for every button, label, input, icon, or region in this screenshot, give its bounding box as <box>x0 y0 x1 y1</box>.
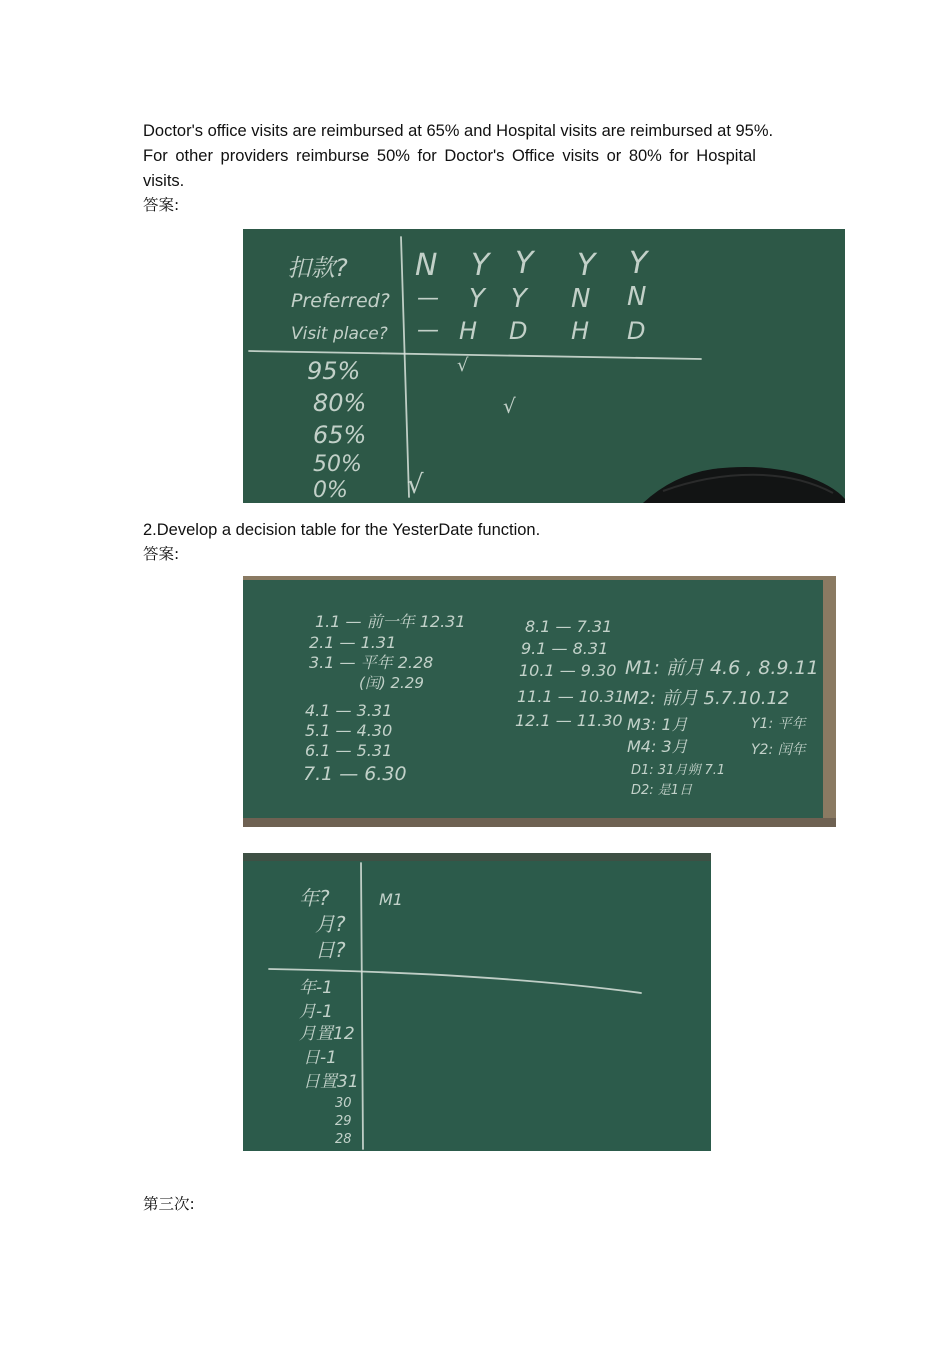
board1-cond-3: Visit place? <box>291 324 388 344</box>
board2-right-5: 12.1 — 11.30 <box>515 711 623 730</box>
board1-action-2: 80% <box>313 389 367 417</box>
board1-action-3: 65% <box>313 421 367 449</box>
board2-left-8: 7.1 — 6.30 <box>303 763 407 785</box>
board3-cond-3: 日? <box>315 938 346 962</box>
board1-col4-r3: H <box>571 317 590 345</box>
board2-note-m3: M3: 1月 <box>627 715 688 734</box>
board1-col2-r2: Y <box>469 284 485 314</box>
board1-col4-r1: Y <box>577 248 596 283</box>
board3-cond-2: 月? <box>315 912 346 936</box>
board3-action-8: 28 <box>335 1132 352 1147</box>
board1-action-5: 0% <box>313 478 348 503</box>
question-2: 2.Develop a decision table for the YesterDate function. <box>143 521 541 539</box>
board3-first-col: M1 <box>379 890 403 909</box>
board3-action-2: 月-1 <box>299 1002 333 1022</box>
answer-label-2: 答案: <box>143 545 180 563</box>
board1-col3-r1: Y <box>515 246 534 281</box>
board2-note-d2: D2: 是1日 <box>631 783 693 798</box>
board1-col1-r2: — <box>417 286 439 311</box>
board2-right-1: 8.1 — 7.31 <box>525 617 613 636</box>
board2-left-7: 6.1 — 5.31 <box>305 741 393 760</box>
intro-line-1: Doctor's office visits are reimbursed at 65% and Hospital visits are reimbursed at 95%. <box>143 122 774 140</box>
board2-note-y2: Y2: 闰年 <box>751 742 806 758</box>
board1-check-80: √ <box>503 394 516 418</box>
board3-action-6: 30 <box>335 1096 352 1111</box>
board1-col3-r2: Y <box>511 284 527 314</box>
board3-action-3: 月置12 <box>299 1024 355 1044</box>
board2-left-5: 4.1 — 3.31 <box>305 701 393 720</box>
board3-action-5: 日置31 <box>303 1072 359 1092</box>
board2-right-4: 11.1 — 10.31 <box>517 687 625 706</box>
chalkboard-3-drawing <box>243 853 711 1151</box>
board1-action-1: 95% <box>307 357 361 385</box>
chalkboard-photo-2 <box>243 576 836 827</box>
board2-left-4: (闰) 2.29 <box>359 674 424 692</box>
board2-left-1: 1.1 — 前一年 12.31 <box>315 612 466 631</box>
chalkboard-2-drawing <box>243 576 836 827</box>
board1-col5-r1: Y <box>629 246 648 281</box>
board3-action-4: 日-1 <box>303 1048 337 1068</box>
board1-check-0: √ <box>407 470 424 500</box>
chalkboard-photo-1 <box>243 229 845 503</box>
board2-left-6: 5.1 — 4.30 <box>305 721 393 740</box>
intro-line-2: For other providers reimburse 50% for Doctor's Office visits or 80% for Hospital <box>143 147 756 165</box>
board2-note-m1: M1: 前月 4.6 , 8.9.11 <box>625 657 819 679</box>
board1-col4-r2: N <box>571 284 591 314</box>
board2-note-d1: D1: 31月朔 7.1 <box>631 763 726 778</box>
board3-action-1: 年-1 <box>299 978 333 998</box>
board1-col5-r2: N <box>627 282 647 312</box>
board1-action-4: 50% <box>313 452 362 477</box>
board2-right-2: 9.1 — 8.31 <box>521 639 609 658</box>
board2-left-3: 3.1 — 平年 2.28 <box>309 653 434 672</box>
board1-cond-2: Preferred? <box>291 290 390 312</box>
board1-col3-r3: D <box>509 317 528 345</box>
board1-col2-r1: Y <box>471 248 490 283</box>
chalkboard-photo-3 <box>243 853 711 1151</box>
intro-line-3: visits. <box>143 172 185 190</box>
board3-action-7: 29 <box>335 1114 352 1129</box>
board2-right-3: 10.1 — 9.30 <box>519 661 617 680</box>
board2-left-2: 2.1 — 1.31 <box>309 633 397 652</box>
board1-check-95: √ <box>457 355 469 376</box>
board2-note-y1: Y1: 平年 <box>751 716 806 732</box>
footer-label: 第三次: <box>143 1195 195 1213</box>
board1-col1-r3: — <box>417 318 439 343</box>
board1-col1-r1: N <box>415 248 438 283</box>
answer-label-1: 答案: <box>143 196 180 214</box>
board1-col2-r3: H <box>459 317 478 345</box>
board1-cond-1: 扣款? <box>287 254 348 282</box>
board2-note-m4: M4: 3月 <box>627 737 688 756</box>
board2-note-m2: M2: 前月 5.7.10.12 <box>623 688 790 709</box>
board1-col5-r3: D <box>627 317 646 345</box>
board3-cond-1: 年? <box>299 886 330 910</box>
chalkboard-1-drawing <box>243 229 845 503</box>
